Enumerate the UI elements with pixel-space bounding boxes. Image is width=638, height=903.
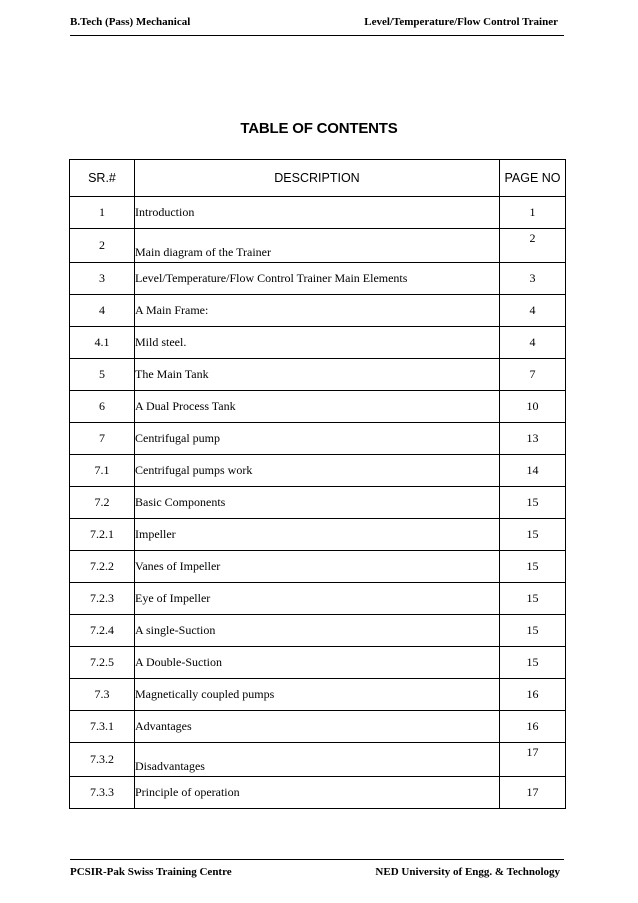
- table-of-contents: [69, 159, 566, 809]
- page-cell: 15: [500, 647, 566, 679]
- page-cell: 15: [500, 551, 566, 583]
- sr-cell: 7.1: [70, 455, 135, 487]
- header-divider: [70, 35, 564, 36]
- table-row: [70, 197, 566, 229]
- description-cell: Magnetically coupled pumps: [135, 679, 500, 711]
- page-cell: 1: [500, 197, 566, 229]
- description-cell: Basic Components: [135, 487, 500, 519]
- description-cell: Impeller: [135, 519, 500, 551]
- page-cell: 15: [500, 487, 566, 519]
- description-cell: The Main Tank: [135, 359, 500, 391]
- footer-left-text: PCSIR-Pak Swiss Training Centre: [70, 866, 232, 878]
- sr-cell: 4: [70, 295, 135, 327]
- table-row: [70, 519, 566, 551]
- page-cell: 16: [500, 711, 566, 743]
- description-cell: A single-Suction: [135, 615, 500, 647]
- table-row: [70, 711, 566, 743]
- sr-cell: 7.2.3: [70, 583, 135, 615]
- sr-cell: 4.1: [70, 327, 135, 359]
- sr-cell: 7.2.5: [70, 647, 135, 679]
- description-cell: Introduction: [135, 197, 500, 229]
- description-cell: Level/Temperature/Flow Control Trainer Main Elements: [135, 263, 500, 295]
- table-row: [70, 551, 566, 583]
- page-cell: 17: [500, 743, 566, 777]
- description-cell: Principle of operation: [135, 777, 500, 809]
- description-cell: A Double-Suction: [135, 647, 500, 679]
- footer-divider: [70, 859, 564, 860]
- sr-cell: 7.3.2: [70, 743, 135, 777]
- description-cell: Mild steel.: [135, 327, 500, 359]
- sr-cell: 7: [70, 423, 135, 455]
- table-row: [70, 583, 566, 615]
- table-row: [70, 295, 566, 327]
- sr-cell: 7.2.1: [70, 519, 135, 551]
- sr-cell: 7.3.3: [70, 777, 135, 809]
- table-row: [70, 229, 566, 263]
- sr-cell: 7.2.2: [70, 551, 135, 583]
- description-cell: Main diagram of the Trainer: [135, 229, 500, 263]
- description-cell: Centrifugal pump: [135, 423, 500, 455]
- column-header-page: PAGE NO: [500, 160, 566, 197]
- description-cell: Disadvantages: [135, 743, 500, 777]
- page-cell: 4: [500, 327, 566, 359]
- sr-cell: 7.2: [70, 487, 135, 519]
- page-cell: 15: [500, 583, 566, 615]
- page-cell: 16: [500, 679, 566, 711]
- table-row: [70, 327, 566, 359]
- page-cell: 3: [500, 263, 566, 295]
- column-header-description: DESCRIPTION: [135, 160, 500, 197]
- table-header-row: [70, 160, 566, 197]
- sr-cell: 5: [70, 359, 135, 391]
- page-cell: 15: [500, 615, 566, 647]
- header-left-text: B.Tech (Pass) Mechanical: [70, 16, 191, 28]
- sr-cell: 7.3: [70, 679, 135, 711]
- footer-right-text: NED University of Engg. & Technology: [375, 866, 560, 878]
- description-cell: Centrifugal pumps work: [135, 455, 500, 487]
- description-cell: A Main Frame:: [135, 295, 500, 327]
- column-header-sr: SR.#: [70, 160, 135, 197]
- sr-cell: 3: [70, 263, 135, 295]
- table-row: [70, 487, 566, 519]
- table-row: [70, 391, 566, 423]
- sr-cell: 6: [70, 391, 135, 423]
- page-cell: 7: [500, 359, 566, 391]
- table-row: [70, 359, 566, 391]
- description-cell: Advantages: [135, 711, 500, 743]
- page-cell: 17: [500, 777, 566, 809]
- page-cell: 14: [500, 455, 566, 487]
- table-row: [70, 455, 566, 487]
- table-row: [70, 777, 566, 809]
- page-cell: 10: [500, 391, 566, 423]
- page-cell: 15: [500, 519, 566, 551]
- table-row: [70, 743, 566, 777]
- table-row: [70, 679, 566, 711]
- page-cell: 13: [500, 423, 566, 455]
- sr-cell: 7.2.4: [70, 615, 135, 647]
- page-cell: 4: [500, 295, 566, 327]
- table-row: [70, 647, 566, 679]
- sr-cell: 2: [70, 229, 135, 263]
- table-row: [70, 423, 566, 455]
- description-cell: Eye of Impeller: [135, 583, 500, 615]
- page-cell: 2: [500, 229, 566, 263]
- header-right-text: Level/Temperature/Flow Control Trainer: [364, 16, 558, 28]
- table-row: [70, 615, 566, 647]
- table-row: [70, 263, 566, 295]
- description-cell: A Dual Process Tank: [135, 391, 500, 423]
- sr-cell: 1: [70, 197, 135, 229]
- sr-cell: 7.3.1: [70, 711, 135, 743]
- page-title: TABLE OF CONTENTS: [240, 120, 398, 137]
- description-cell: Vanes of Impeller: [135, 551, 500, 583]
